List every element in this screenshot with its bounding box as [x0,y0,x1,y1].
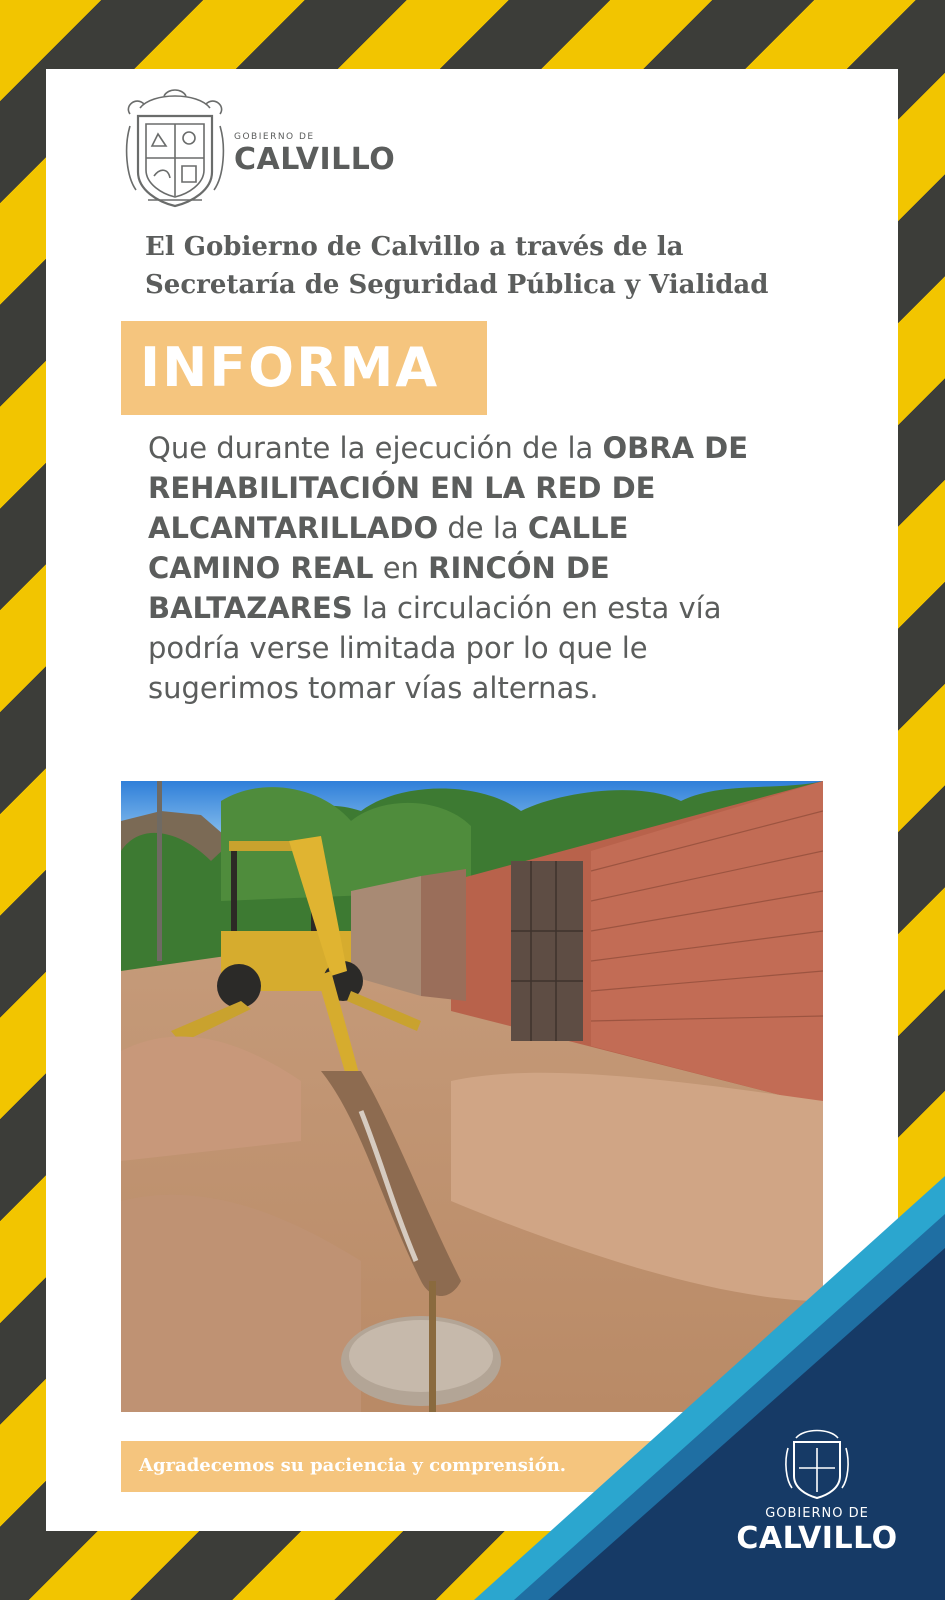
message-text-3: en [382,551,419,585]
brand-bottom [716,1506,918,1556]
message-bold-2: CALLE CAMINO REAL [148,511,629,585]
message-bold-3: RINCÓN DE BALTAZARES [148,551,610,625]
message-text-2: de la [447,511,519,545]
message-bold-1: OBRA DE REHABILITACIÓN EN LA RED DE ALCANTARILLADO [148,431,749,545]
brand-bottom-small: GOBIERNO DE [765,1506,869,1521]
intro-line-1: El Gobierno de Calvillo a través de la [145,232,684,262]
brand-top-name: CALVILLO [234,142,396,177]
message-text-1: Que durante la ejecución de la [148,431,594,465]
thanks-message: Agradecemos su paciencia y comprensión. [139,1455,567,1476]
calvillo-shield-small-icon [784,1424,850,1500]
brand-bottom-name: CALVILLO [736,1521,898,1556]
brand-top-small: GOBIERNO DE [234,132,315,142]
informa-label: INFORMA [140,336,440,399]
message-text-4: la circulación en esta vía podría verse limitada por lo que le sugerimos tomar vías alternas. [148,591,722,705]
intro-line-2: Secretaría de Seguridad Pública y Vialidad [145,270,769,300]
